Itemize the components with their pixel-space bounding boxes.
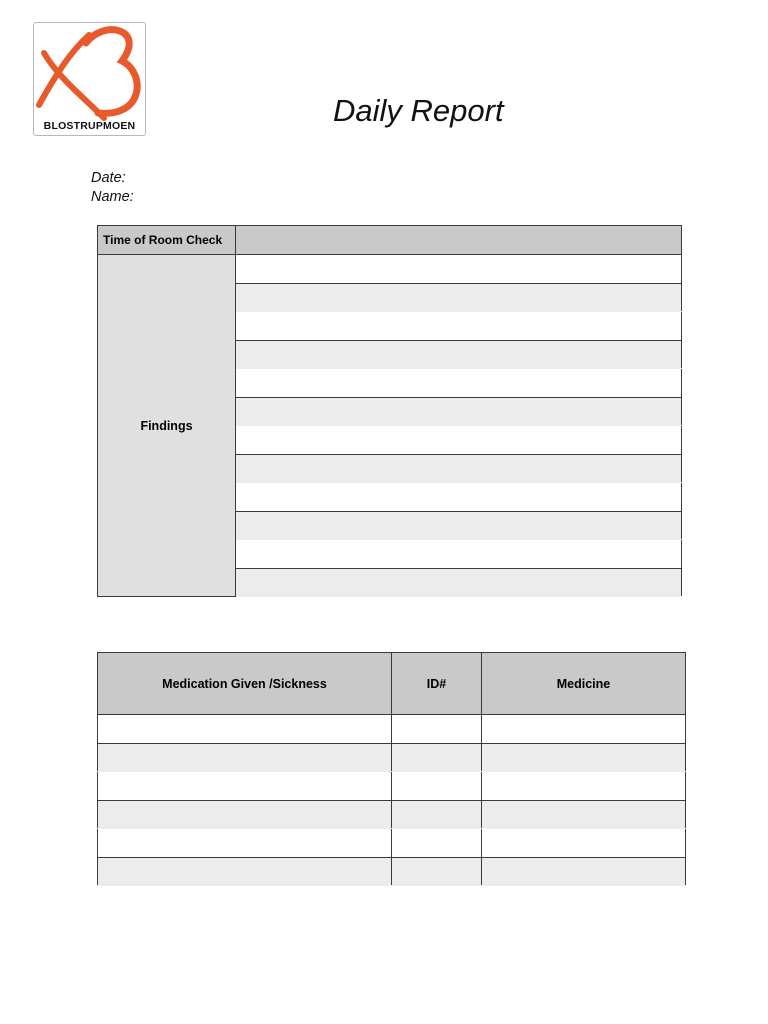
medicine-cell[interactable] xyxy=(482,829,686,858)
findings-row[interactable] xyxy=(236,369,682,398)
table-row xyxy=(98,715,686,744)
id-cell[interactable] xyxy=(392,772,482,801)
id-cell[interactable] xyxy=(392,715,482,744)
id-cell[interactable] xyxy=(392,743,482,772)
medication-cell[interactable] xyxy=(98,857,392,886)
id-cell[interactable] xyxy=(392,829,482,858)
findings-row[interactable] xyxy=(236,483,682,512)
col-header-id: ID# xyxy=(392,653,482,715)
medication-cell[interactable] xyxy=(98,715,392,744)
table-row xyxy=(98,857,686,886)
findings-row[interactable] xyxy=(236,340,682,369)
id-cell[interactable] xyxy=(392,800,482,829)
findings-label: Findings xyxy=(98,255,236,597)
name-label: Name: xyxy=(91,189,134,205)
findings-row[interactable] xyxy=(236,568,682,597)
medicine-cell[interactable] xyxy=(482,743,686,772)
medicine-cell[interactable] xyxy=(482,857,686,886)
logo-mark-icon xyxy=(34,23,145,135)
findings-row[interactable] xyxy=(236,426,682,455)
id-cell[interactable] xyxy=(392,857,482,886)
room-check-time-field[interactable] xyxy=(236,226,682,255)
table-row xyxy=(98,772,686,801)
col-header-medicine: Medicine xyxy=(482,653,686,715)
date-label: Date: xyxy=(91,170,126,186)
medication-cell[interactable] xyxy=(98,772,392,801)
findings-row[interactable] xyxy=(236,540,682,569)
medicine-cell[interactable] xyxy=(482,800,686,829)
findings-row[interactable] xyxy=(236,255,682,284)
table-row xyxy=(98,800,686,829)
room-check-time-label: Time of Room Check xyxy=(98,226,236,255)
medication-cell[interactable] xyxy=(98,743,392,772)
medication-cell[interactable] xyxy=(98,800,392,829)
room-check-table xyxy=(97,225,682,597)
medication-table xyxy=(97,652,686,886)
medicine-cell[interactable] xyxy=(482,715,686,744)
findings-row[interactable] xyxy=(236,283,682,312)
page-title: Daily Report xyxy=(333,93,504,128)
company-logo xyxy=(33,22,146,136)
medication-cell[interactable] xyxy=(98,829,392,858)
col-header-medication: Medication Given /Sickness xyxy=(98,653,392,715)
table-row xyxy=(98,829,686,858)
table-row xyxy=(98,743,686,772)
findings-row[interactable] xyxy=(236,397,682,426)
findings-row[interactable] xyxy=(236,511,682,540)
findings-row[interactable] xyxy=(236,312,682,341)
findings-row[interactable] xyxy=(236,454,682,483)
logo-wordmark: BLOSTRUPMOEN xyxy=(43,120,136,132)
medicine-cell[interactable] xyxy=(482,772,686,801)
